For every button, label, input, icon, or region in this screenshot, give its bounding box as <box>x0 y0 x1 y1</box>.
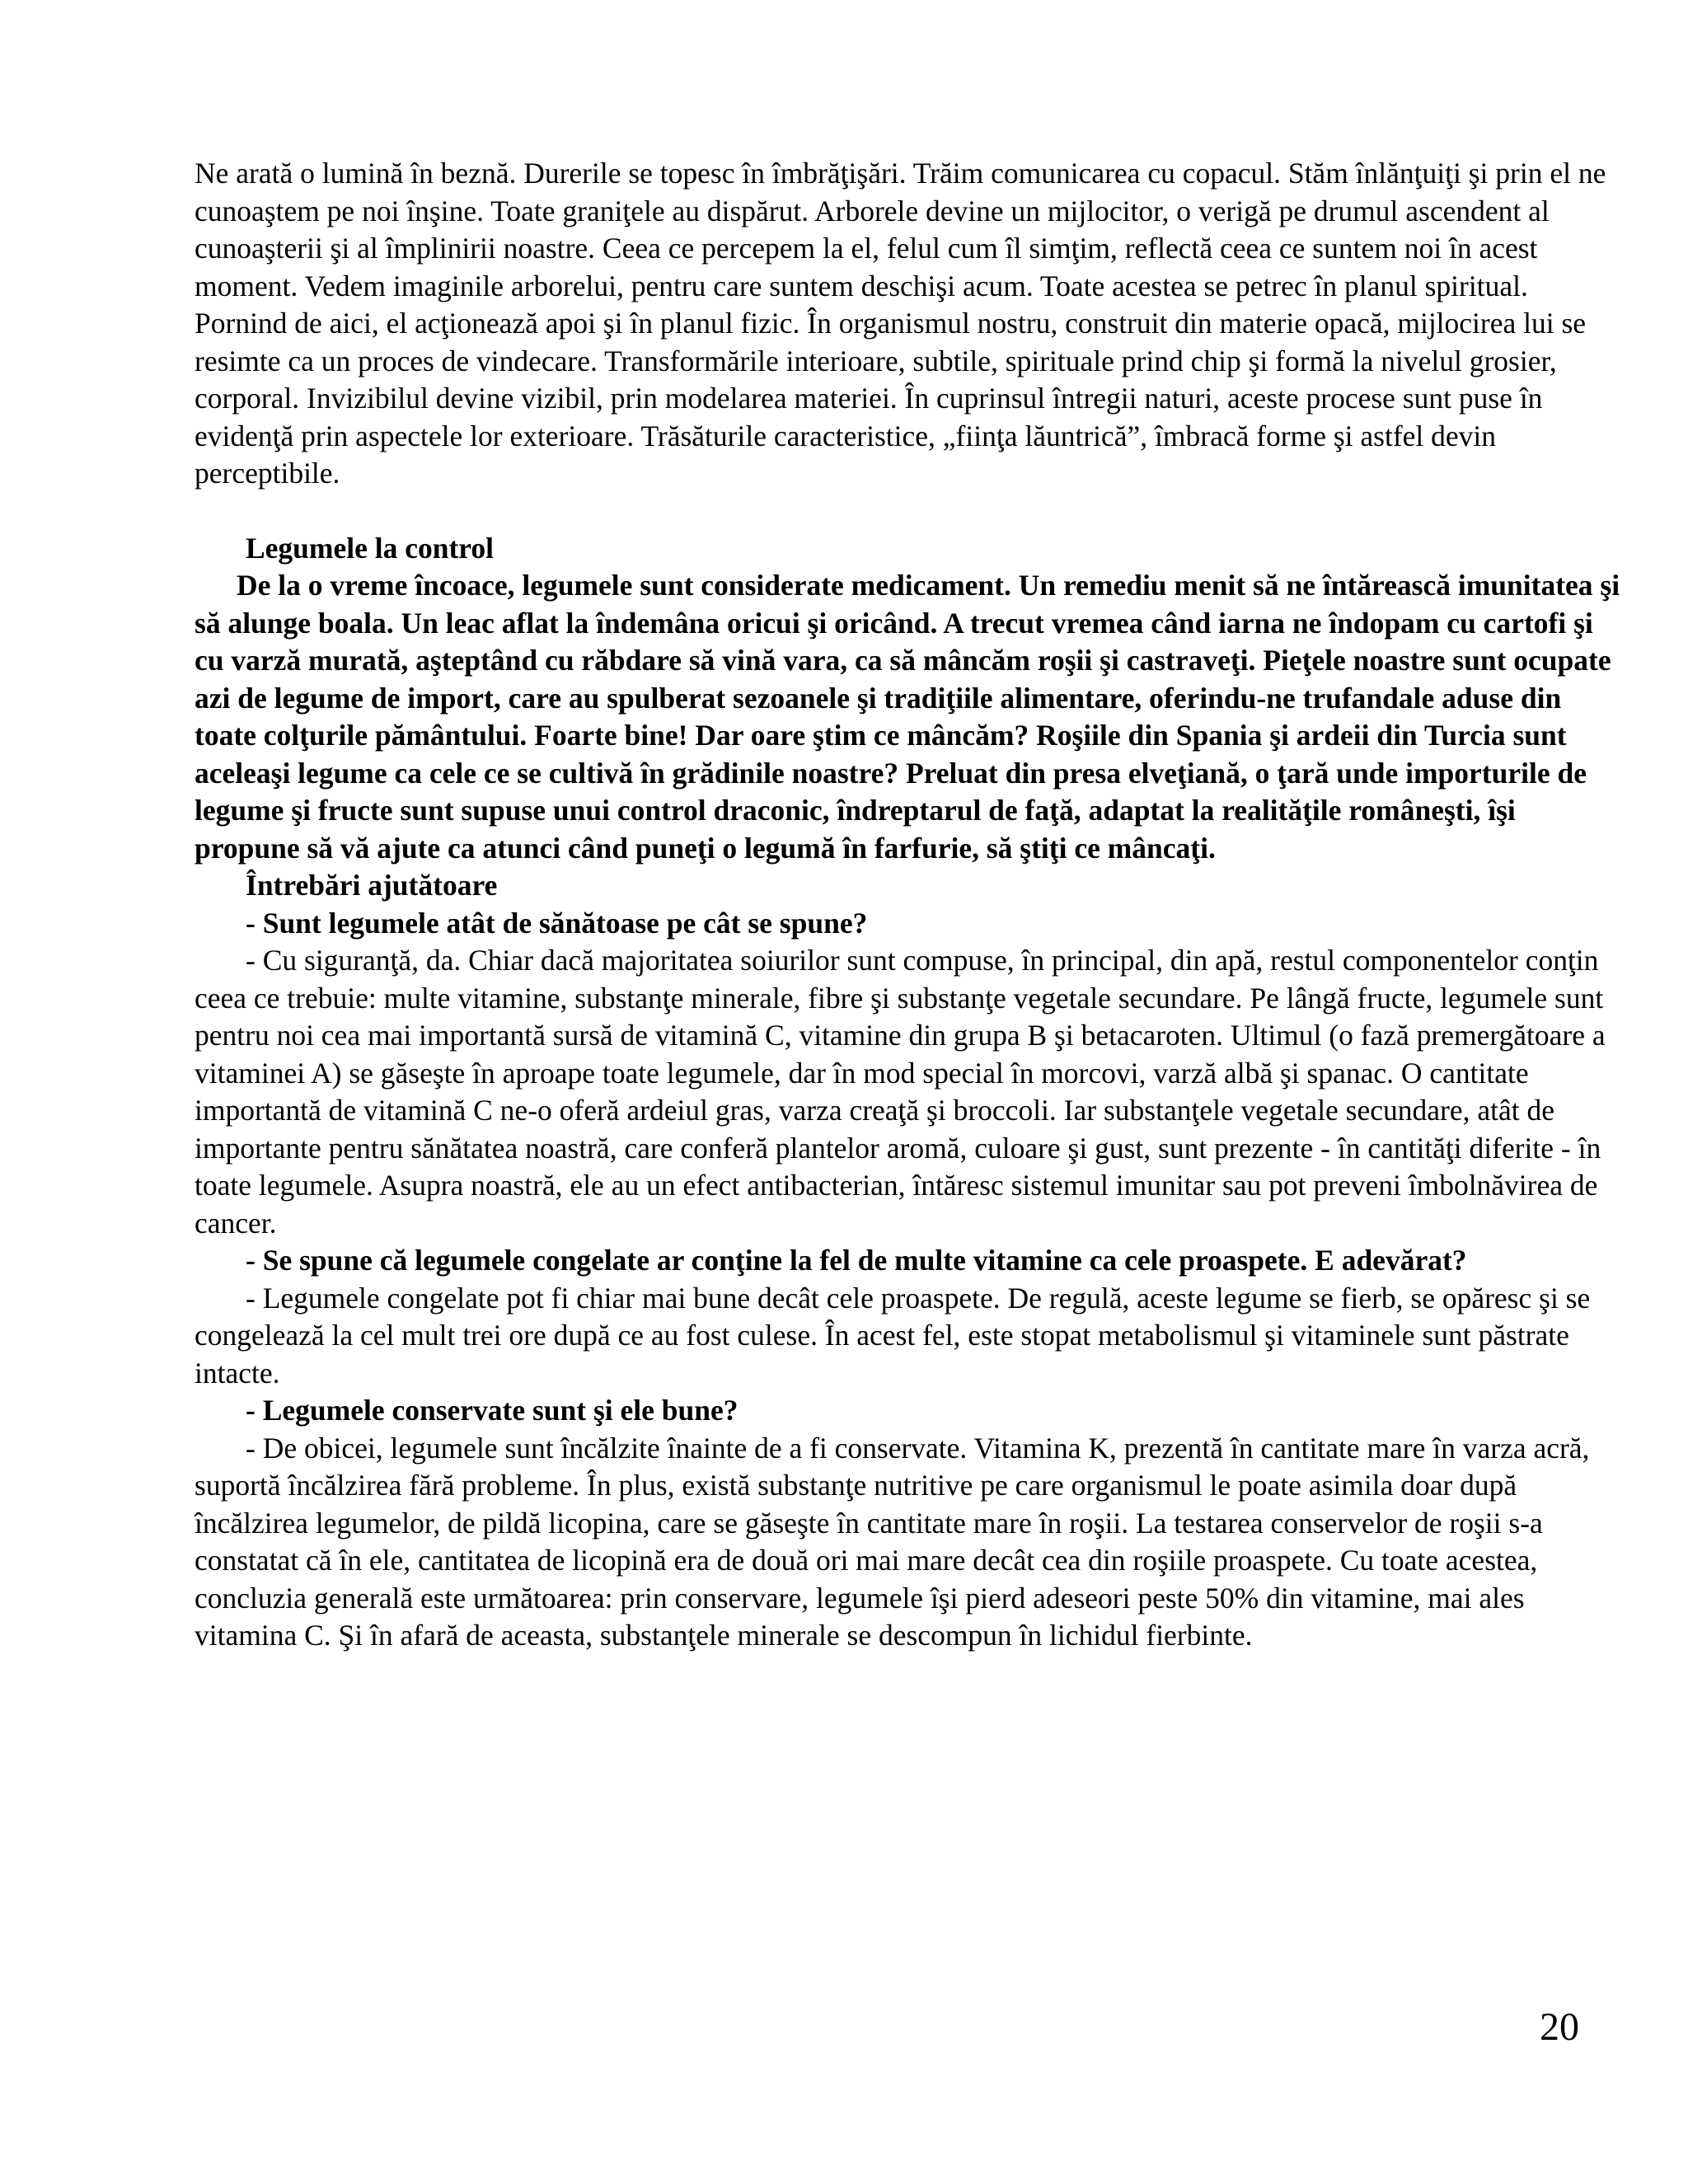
answer-2: - Legumele congelate pot fi chiar mai bune decât cele proaspete. De regulă, aceste legume se fierb, se opăresc şi se congelează la cel mult trei ore după ce au fost culese. În acest fel, este stopat metabolismul şi vitaminele sunt păstrate intacte. <box>195 1281 1591 1390</box>
section-intro: De la o vreme încoace, legumele sunt considerate medicament. Un remediu menit să ne întărească imunitatea şi să alunge boala. Un leac aflat la îndemâna oricui şi oricând. A trecut vremea când iarna ne îndopam cu cartofi şi cu varză murată, aşteptând cu răbdare să vină vara, ca să mâncăm roşii şi castraveţi. Pieţele noastre sunt ocupate azi de legume de import, care au spulberat sezoanele şi tradiţiile alimentare, oferindu-ne trufandale aduse din toate colţurile pământului. Foarte bine! Dar oare ştim ce mâncăm? Roşiile din Spania şi ardeii din Turcia sunt aceleaşi legume ca cele ce se cultivă în grădinile noastre? Preluat din presa elveţiană, o ţară unde importurile de legume şi fructe sunt supuse unui control draconic, îndreptarul de faţă, adaptat la realităţile româneşti, îşi propune să vă ajute ca atunci când puneţi o legumă în farfurie, să ştiţi ce mâncaţi. <box>195 569 1620 865</box>
answer-3: - De obicei, legumele sunt încălzite înainte de a fi conservate. Vitamina K, prezentă în cantitate mare în varza acră, suportă încălzirea fără probleme. În plus, există substanţe nutritive pe care organismul le poate asimila doar după încălzirea legumelor, de pildă licopina, care se găseşte în cantitate mare în roşii. La testarea conservelor de roşii s-a constatat că în ele, cantitatea de licopină era de două ori mai mare decât cea din roşiile proaspete. Cu toate acestea, concluzia generală este următoarea: prin conservare, legumele îşi pierd adeseori peste 50% din vitamine, mai ales vitamina C. Şi în afară de aceasta, substanţele minerale se descompun în lichidul fierbinte. <box>195 1431 1590 1652</box>
page-number: 20 <box>1540 2005 1579 2049</box>
question-1: - Sunt legumele atât de sănătoase pe cât se spune? <box>246 906 868 940</box>
question-2: - Se spune că legumele congelate ar conţine la fel de multe vitamine ca cele proaspete. E adevărat? <box>246 1244 1467 1277</box>
section-title: Legumele la control <box>246 531 495 565</box>
subheading: Întrebări ajutătoare <box>246 869 498 902</box>
document-page <box>195 155 1622 1655</box>
opening-paragraph: Ne arată o lumină în beznă. Durerile se topesc în îmbrăţişări. Trăim comunicarea cu copacul. Stăm înlănţuiţi şi prin el ne cunoaştem pe noi înşine. Toate graniţele au dispărut. Arborele devine un mijlocitor, o verigă pe drumul ascendent al cunoaşterii şi al împlinirii noastre. Ceea ce percepem la el, felul cum îl simţim, reflectă ceea ce suntem noi în acest moment. Vedem imaginile arborelui, pentru care suntem deschişi acum. Toate acestea se petrec în planul spiritual. Pornind de aici, el acţionează apoi şi în planul fizic. În organismul nostru, construit din materie opacă, mijlocirea lui se resimte ca un proces de vindecare. Transformările interioare, subtile, spirituale prind chip şi formă la nivelul grosier, corporal. Invizibilul devine vizibil, prin modelarea materiei. În cuprinsul întregii naturi, aceste procese sunt puse în evidenţă prin aspectele lor exterioare. Trăsăturile caracteristice, „fiinţa lăuntrică”, îmbracă forme şi astfel devin perceptibile. <box>195 157 1606 490</box>
answer-1: - Cu siguranţă, da. Chiar dacă majoritatea soiurilor sunt compuse, în principal, din apă, restul componentelor conţin ceea ce trebuie: multe vitamine, substanţe minerale, fibre şi substanţe vegetale secundare. Pe lângă fructe, legumele sunt pentru noi cea mai importantă sursă de vitamină C, vitamine din grupa B şi betacaroten. Ultimul (o fază premergătoare a vitaminei A) se găseşte în aproape toate legumele, dar în mod special în morcovi, varză albă şi spanac. O cantitate importantă de vitamină C ne-o oferă ardeiul gras, varza creaţă şi broccoli. Iar substanţele vegetale secundare, atât de importante pentru sănătatea noastră, care conferă plantelor aromă, culoare şi gust, sunt prezente - în cantităţi diferite - în toate legumele. Asupra noastră, ele au un efect antibacterian, întăresc sistemul imunitar sau pot preveni îmbolnăvirea de cancer. <box>195 944 1606 1240</box>
question-3: - Legumele conservate sunt şi ele bune? <box>246 1394 738 1427</box>
